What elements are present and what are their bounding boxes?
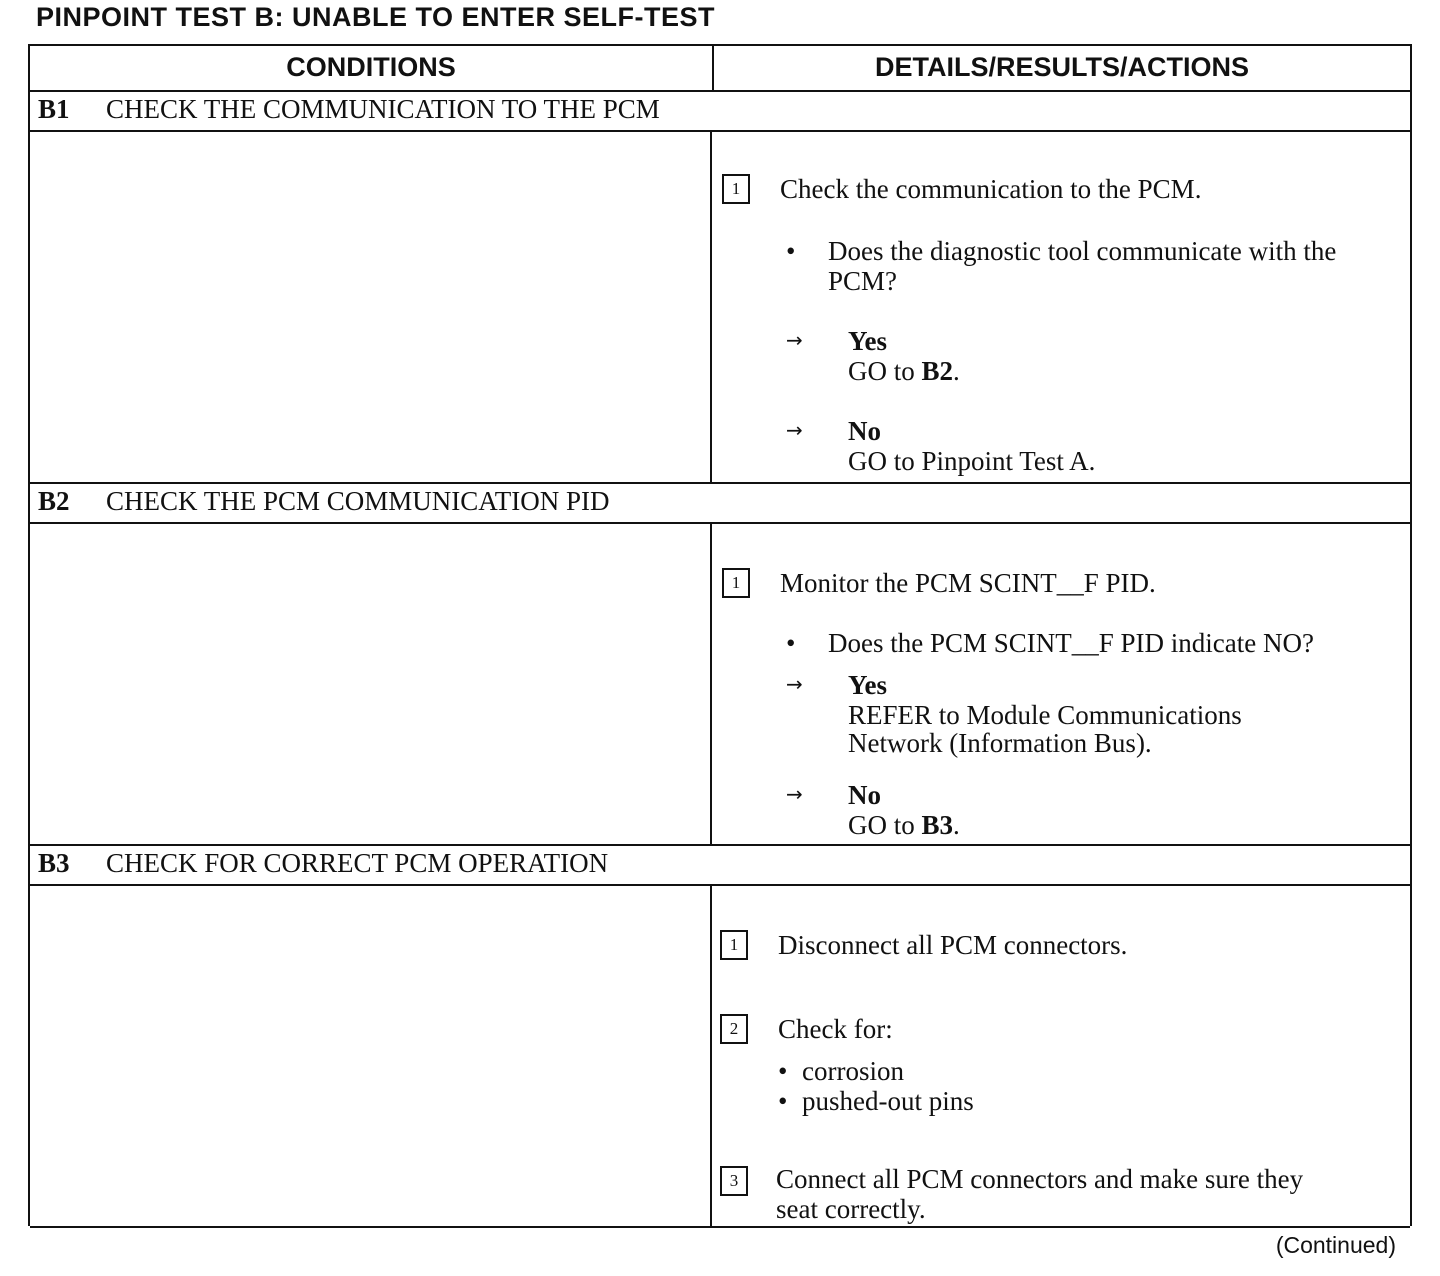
step-b2-heading [30, 482, 1410, 524]
instruction-text: Disconnect all PCM connectors. [778, 930, 1128, 960]
step-number-box: 1 [722, 174, 750, 204]
conditions-header: CONDITIONS [286, 52, 456, 82]
page-title: PINPOINT TEST B: UNABLE TO ENTER SELF-TEST [36, 2, 716, 32]
yes-label: Yes [848, 670, 887, 700]
details-header: DETAILS/RESULTS/ACTIONS [874, 52, 1249, 82]
instruction-text: Check the communication to the PCM. [780, 174, 1202, 204]
action-punctuation: . [953, 810, 960, 840]
bullet-icon: • [786, 628, 796, 658]
instruction-text: Monitor the PCM SCINT__F PID. [780, 568, 1156, 598]
b2-details [712, 524, 1410, 844]
no-action [848, 810, 960, 840]
instruction-text-line2: seat correctly. [776, 1194, 926, 1224]
continued-note: (Continued) [1275, 1232, 1396, 1258]
question-text-line2: PCM? [828, 266, 898, 296]
yes-action-line1: REFER to Module Communications [848, 700, 1242, 730]
check-item: corrosion [802, 1056, 904, 1086]
question-text-line1: Does the diagnostic tool communicate with the [828, 236, 1337, 266]
bullet-icon: • [778, 1056, 788, 1086]
step-b2-body [30, 524, 1410, 846]
action-punctuation: . [953, 356, 960, 386]
step-number-box: 1 [722, 568, 750, 598]
question-text: Does the PCM SCINT__F PID indicate NO? [828, 628, 1314, 658]
b1-details [712, 132, 1410, 482]
step-number-box: 3 [720, 1166, 748, 1196]
step-b1-body [30, 132, 1410, 484]
arrow-right-icon: → [786, 418, 803, 442]
yes-action-line2: Network (Information Bus). [848, 728, 1152, 758]
step-title: CHECK THE PCM COMMUNICATION PID [106, 486, 610, 516]
check-item: pushed-out pins [802, 1086, 974, 1116]
arrow-right-icon: → [786, 782, 803, 806]
bullet-icon: • [778, 1086, 788, 1116]
step-title: CHECK FOR CORRECT PCM OPERATION [106, 848, 609, 878]
no-label: No [848, 780, 881, 810]
table-header [30, 46, 1410, 92]
no-label: No [848, 416, 881, 446]
bullet-icon: • [786, 236, 796, 266]
step-b1-heading [30, 90, 1410, 132]
step-id: B1 [38, 94, 70, 124]
instruction-text: Check for: [778, 1014, 893, 1044]
step-number-box: 1 [720, 930, 748, 960]
no-action: GO to Pinpoint Test A. [848, 446, 1096, 476]
step-id: B2 [38, 486, 70, 516]
step-reference: B3 [921, 810, 954, 840]
step-reference: B2 [921, 356, 954, 386]
step-id: B3 [38, 848, 70, 878]
step-number-box: 2 [720, 1014, 748, 1044]
step-b3-body [30, 886, 1410, 1228]
action-text: GO to [848, 810, 922, 840]
pinpoint-test-table [28, 44, 1412, 1226]
arrow-right-icon: → [786, 328, 803, 352]
arrow-right-icon: → [786, 672, 803, 696]
yes-label: Yes [848, 326, 887, 356]
step-title: CHECK THE COMMUNICATION TO THE PCM [106, 94, 660, 124]
step-b3-heading [30, 844, 1410, 886]
yes-action [848, 356, 960, 386]
b3-details [712, 886, 1410, 1226]
instruction-text-line1: Connect all PCM connectors and make sure they [776, 1164, 1304, 1194]
action-text: GO to [848, 356, 922, 386]
